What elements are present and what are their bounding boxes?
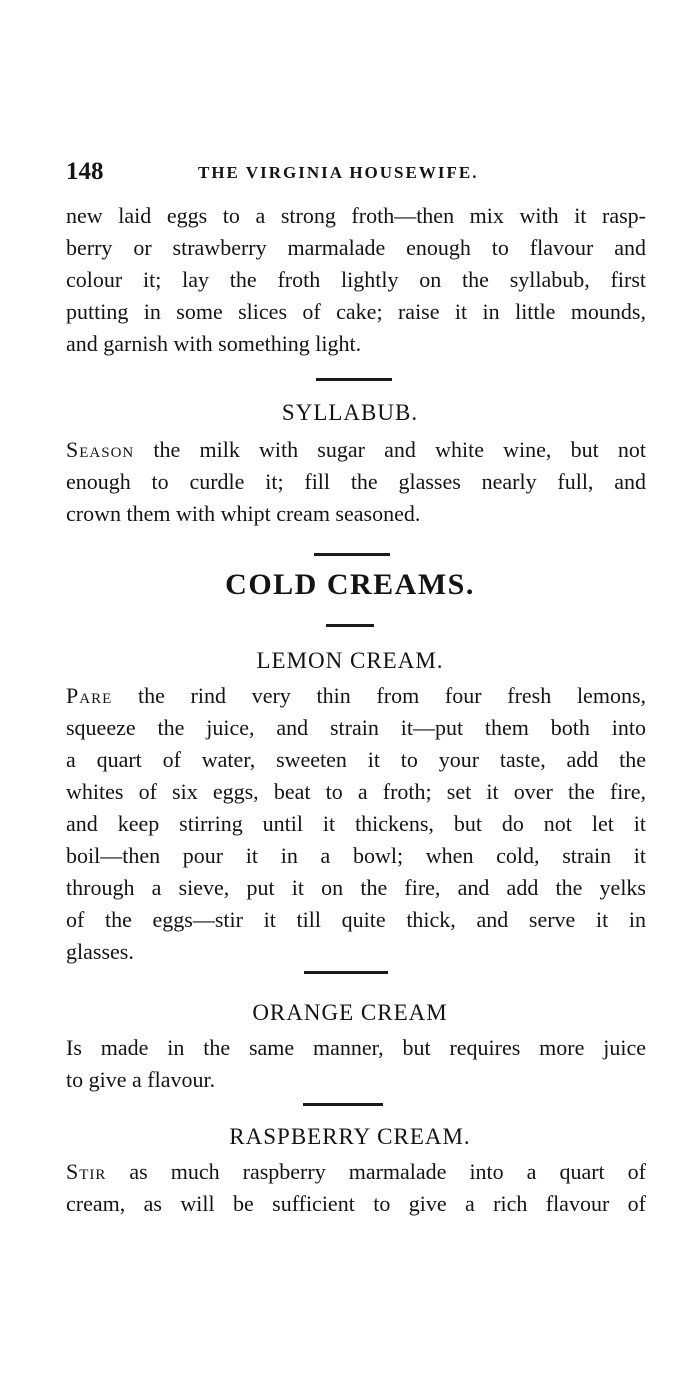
continuation-paragraph: [66, 200, 646, 360]
section-divider: [314, 553, 390, 556]
text-line: cream, as will be sufficient to give a rich flavour of: [66, 1191, 646, 1216]
section-divider: [303, 1103, 383, 1106]
text-line: putting in some slices of cake; raise it in little mounds,: [66, 299, 646, 324]
text-run: as much raspberry marmalade into a quart of: [106, 1159, 646, 1184]
chapter-title: COLD CREAMS.: [225, 568, 475, 601]
text-run: the rind very thin from four fresh lemons,: [112, 683, 646, 708]
lead-word: Season: [66, 437, 135, 462]
orange-cream-heading: ORANGE CREAM: [252, 1000, 448, 1025]
text-line: [66, 680, 646, 712]
page-number: 148: [66, 158, 104, 185]
running-title: THE VIRGINIA HOUSEWIFE.: [198, 163, 479, 182]
lead-word: Stir: [66, 1159, 107, 1184]
section-divider: [304, 971, 388, 974]
text-line: boil—then pour it in a bowl; when cold, strain it: [66, 843, 646, 868]
text-line: [66, 434, 646, 466]
text-line: colour it; lay the froth lightly on the syllabub, first: [66, 267, 646, 292]
syllabub-heading: SYLLABUB.: [281, 400, 419, 425]
text-line: squeeze the juice, and strain it—put them both into: [66, 715, 646, 740]
lead-word: Pare: [66, 683, 113, 708]
text-line: through a sieve, put it on the fire, and add the yelks: [66, 875, 646, 900]
text-line: whites of six eggs, beat to a froth; set it over the fire,: [66, 779, 646, 804]
text-line: and keep stirring until it thickens, but do not let it: [66, 811, 646, 836]
section-divider: [316, 378, 392, 381]
lemon-cream-heading: LEMON CREAM.: [256, 648, 444, 673]
text-line: a quart of water, sweeten it to your taste, add the: [66, 747, 646, 772]
lemon-cream-paragraph: [66, 680, 646, 968]
text-line: [66, 1156, 646, 1188]
text-line: enough to curdle it; fill the glasses nearly full, and: [66, 469, 646, 494]
raspberry-cream-paragraph: [66, 1156, 646, 1220]
raspberry-cream-heading: RASPBERRY CREAM.: [229, 1124, 471, 1149]
orange-cream-paragraph: [66, 1032, 646, 1096]
text-line: new laid eggs to a strong froth—then mix with it rasp-: [66, 203, 646, 228]
page-header: [66, 158, 646, 192]
text-run: the milk with sugar and white wine, but not: [134, 437, 646, 462]
text-line: Is made in the same manner, but requires more juice: [66, 1035, 646, 1060]
text-line: glasses.: [66, 939, 134, 964]
text-line: and garnish with something light.: [66, 331, 362, 356]
syllabub-paragraph: [66, 434, 646, 530]
text-line: berry or strawberry marmalade enough to flavour and: [66, 235, 646, 260]
text-line: crown them with whipt cream seasoned.: [66, 501, 421, 526]
text-line: of the eggs—stir it till quite thick, and serve it in: [66, 907, 646, 932]
text-line: to give a flavour.: [66, 1067, 216, 1092]
section-divider: [326, 624, 374, 627]
